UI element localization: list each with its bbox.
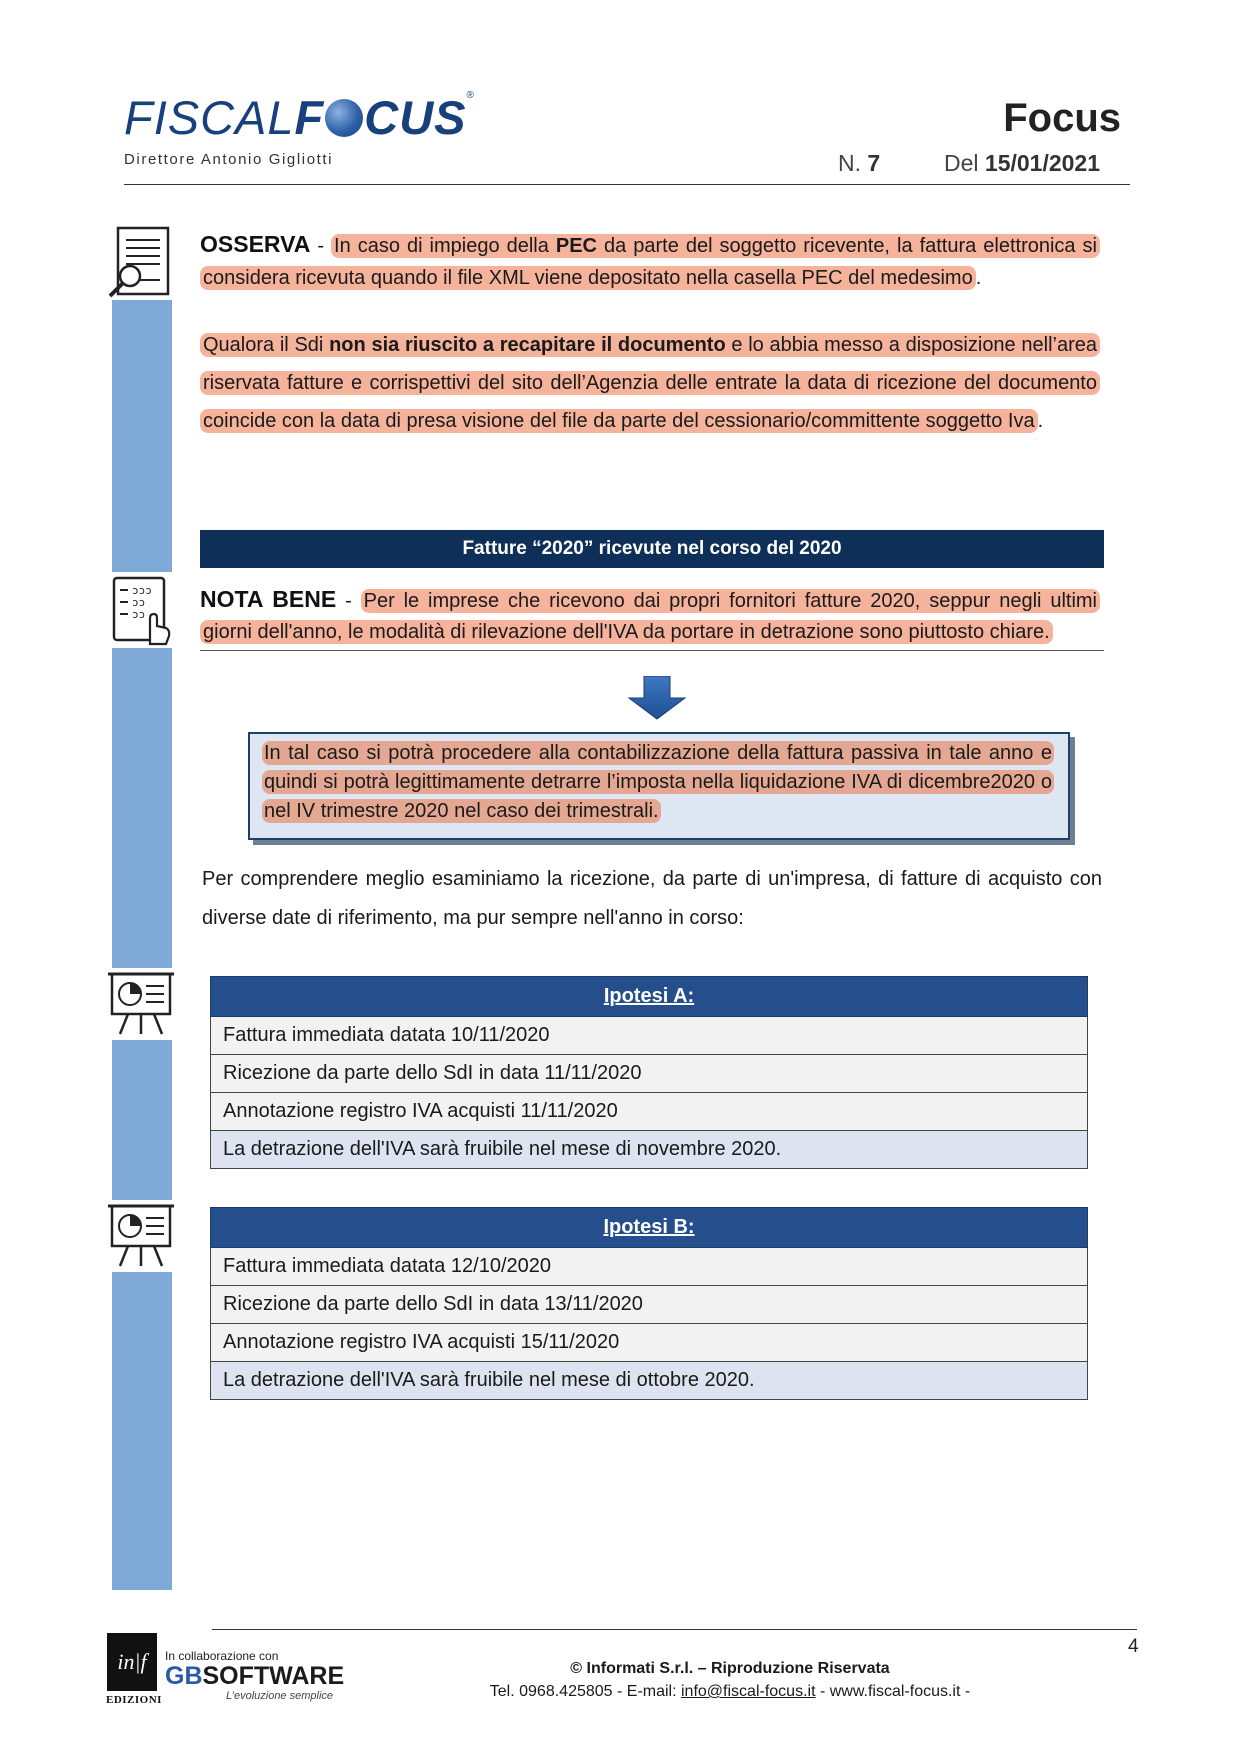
table-row: Annotazione registro IVA acquisti 11/11/2020 (211, 1093, 1088, 1131)
svg-text:ɔɔ: ɔɔ (132, 596, 146, 609)
website-link[interactable]: - www.fiscal-focus.it - (815, 1683, 971, 1700)
ipotesi-b-table (210, 1207, 1088, 1400)
director-line: Direttore Antonio Gigliotti (124, 151, 334, 168)
ipotesi-a-title: Ipotesi A: (211, 977, 1088, 1017)
left-sidebar-bar (112, 1272, 172, 1590)
issue-date: Del 15/01/2021 (944, 150, 1101, 176)
svg-text:ɔɔ: ɔɔ (132, 608, 146, 621)
nota-bene-paragraph: NOTA BENE - Per le imprese che ricevono dai propri fornitori fatture 2020, seppur negli ultimi giorni dell'anno, le modalità di rilevazione dell'IVA da portare in detrazione sono piuttosto chiare. (200, 584, 1100, 648)
inf-edizioni-logo: in|f (107, 1633, 157, 1691)
table-row: La detrazione dell'IVA sarà fruibile nel mese di novembre 2020. (211, 1131, 1088, 1169)
osserva-label: OSSERVA (200, 231, 311, 257)
left-sidebar-bar (112, 1040, 172, 1200)
nota-bene-label: NOTA BENE (200, 586, 337, 612)
qualora-paragraph: Qualora il Sdi non sia riuscito a recapitare il documento e lo abbia messo a disposizione nell’area riservata fatture e corrispettivi del sito dell’Agenzia delle entrate la data di ricezione del documento coincide con la data di presa visione del file da parte del cessionario/committente soggetto Iva . (200, 326, 1100, 440)
ipotesi-a-table (210, 976, 1088, 1169)
globe-icon (325, 99, 363, 137)
copyright-line: © Informati S.r.l. – Riproduzione Riservata (570, 1660, 890, 1677)
gbsoftware-tagline: L’evoluzione semplice (226, 1690, 334, 1702)
arrow-down-icon (627, 676, 687, 720)
collaboration-label: In collaborazione con (165, 1649, 279, 1663)
table-row: La detrazione dell'IVA sarà fruibile nel mese di ottobre 2020. (211, 1362, 1088, 1400)
table-row: Ricezione da parte dello SdI in data 13/11/2020 (211, 1286, 1088, 1324)
table-row: Ricezione da parte dello SdI in data 11/11/2020 (211, 1055, 1088, 1093)
presentation-chart-icon (106, 968, 176, 1040)
email-link[interactable]: info@fiscal-focus.it (681, 1683, 816, 1700)
footer-divider (212, 1629, 1137, 1630)
section-title: Focus (1003, 96, 1121, 140)
nota-bene-divider (200, 650, 1104, 651)
table-row: Annotazione registro IVA acquisti 15/11/2020 (211, 1324, 1088, 1362)
checklist-hand-icon (106, 574, 176, 646)
gbsoftware-logo: GBSOFTWARE (165, 1662, 345, 1690)
edizioni-label: EDIZIONI (106, 1694, 162, 1706)
section-banner: Fatture “2020” ricevute nel corso del 2020 (200, 530, 1104, 568)
contacts-line: Tel. 0968.425805 - E-mail: info@fiscal-focus.it - www.fiscal-focus.it - (489, 1683, 971, 1700)
table-row: Fattura immediata datata 12/10/2020 (211, 1248, 1088, 1286)
page-number: 4 (1128, 1636, 1139, 1657)
osserva-paragraph: OSSERVA - In caso di impiego della PEC da parte del soggetto ricevente, la fattura elettronica si considera ricevuta quando il file XML viene depositato nella casella PEC del medesimo . (200, 228, 1100, 294)
left-sidebar-bar (112, 300, 172, 572)
left-sidebar-bar (112, 648, 172, 968)
svg-text:ɔɔɔ: ɔɔɔ (132, 584, 152, 597)
fiscalfocus-logo: FISCALF CUS® (124, 90, 475, 144)
document-magnifier-icon (106, 224, 176, 296)
intro-paragraph: Per comprendere meglio esaminiamo la ricezione, da parte di un'impresa, di fatture di acquisto con diverse date di riferimento, ma pur sempre nell'anno in corso: (202, 868, 1102, 929)
callout-text: In tal caso si potrà procedere alla contabilizzazione della fattura passiva in tale anno e quindi si potrà legittimamente detrarre l’imposta nella liquidazione IVA di dicembre2020 o nel IV trimestre 2020 nel caso dei trimestrali. (264, 742, 1052, 822)
table-row: Fattura immediata datata 10/11/2020 (211, 1017, 1088, 1055)
header-divider (124, 184, 1130, 185)
issue-number: N. 7 (838, 150, 881, 176)
presentation-chart-icon (106, 1200, 176, 1272)
ipotesi-b-title: Ipotesi B: (211, 1208, 1088, 1248)
